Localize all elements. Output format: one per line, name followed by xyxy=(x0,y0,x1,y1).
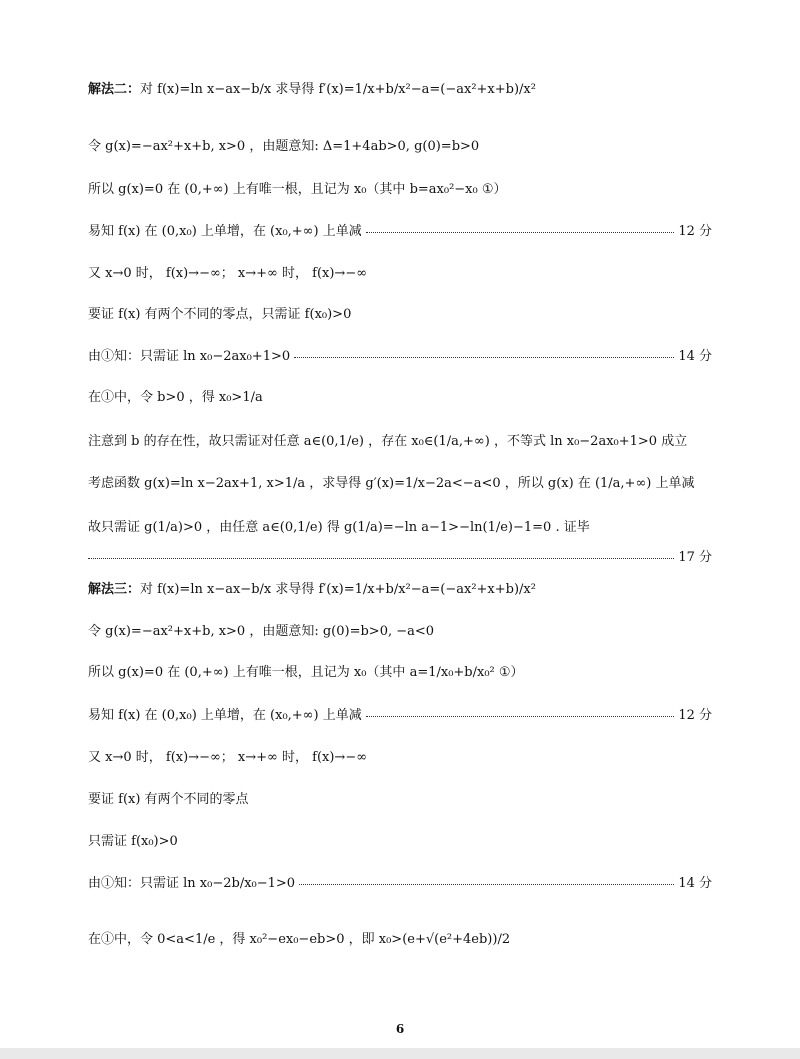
line-text: 注意到 b 的存在性，故只需证对任意 a∈(0,1/e) ，存在 x₀∈(1/a,+∞) ，不等式 ln x₀−2ax₀+1>0 成立 xyxy=(88,434,688,449)
doc-line-12 xyxy=(88,546,712,565)
doc-line-17 xyxy=(88,746,712,765)
doc-line-8 xyxy=(88,386,712,405)
line-text: 所以 g(x)=0 在 (0,+∞) 上有唯一根，且记为 x₀（其中 b=ax₀²−x₀ ①） xyxy=(88,182,507,197)
doc-line-10 xyxy=(88,472,712,491)
doc-line-2 xyxy=(88,135,712,154)
line-text: 又 x→0 时， f(x)→−∞； x→+∞ 时， f(x)→−∞ xyxy=(88,750,368,765)
score-label: 14 分 xyxy=(678,349,712,364)
score-label: 12 分 xyxy=(678,708,712,723)
line-text: 又 x→0 时， f(x)→−∞； x→+∞ 时， f(x)→−∞ xyxy=(88,266,368,281)
doc-line-3 xyxy=(88,178,712,197)
doc-line-11 xyxy=(88,516,712,535)
line-text: 所以 g(x)=0 在 (0,+∞) 上有唯一根，且记为 x₀（其中 a=1/x₀+b/x₀² ①） xyxy=(88,665,524,680)
dotted-leader xyxy=(88,558,674,559)
doc-line-15 xyxy=(88,661,712,680)
doc-line-16 xyxy=(88,704,712,723)
line-text: 要证 f(x) 有两个不同的零点 xyxy=(88,792,249,807)
line-text: 对 f(x)=ln x−ax−b/x 求导得 f′(x)=1/x+b/x²−a=(−ax²+x+b)/x² xyxy=(140,582,536,597)
line-text: 考虑函数 g(x)=ln x−2ax+1, x>1/a ，求导得 g′(x)=1/x−2a<−a<0 ，所以 g(x) 在 (1/a,+∞) 上单减 xyxy=(88,476,695,491)
line-text: 故只需证 g(1/a)>0 ，由任意 a∈(0,1/e) 得 g(1/a)=−ln a−1>−ln(1/e)−1=0 . 证毕 xyxy=(88,520,590,535)
score-label: 17 分 xyxy=(678,550,712,565)
doc-line-6 xyxy=(88,303,712,322)
doc-line-20 xyxy=(88,872,712,891)
line-text: 由①知：只需证 ln x₀−2ax₀+1>0 xyxy=(88,349,291,364)
score-label: 14 分 xyxy=(678,876,712,891)
dotted-leader xyxy=(366,232,675,233)
page-bottom-bar xyxy=(0,1048,800,1059)
line-text: 对 f(x)=ln x−ax−b/x 求导得 f′(x)=1/x+b/x²−a=(−ax²+x+b)/x² xyxy=(140,82,536,97)
doc-line-4 xyxy=(88,220,712,239)
doc-line-18 xyxy=(88,788,712,807)
doc-line-19 xyxy=(88,830,712,849)
method-label: 解法二： xyxy=(88,82,141,97)
line-text: 在①中，令 b>0 ，得 x₀>1/a xyxy=(88,390,263,405)
page-number: 6 xyxy=(395,1022,405,1036)
dotted-leader xyxy=(294,357,674,358)
doc-line-21 xyxy=(88,928,712,947)
line-text: 令 g(x)=−ax²+x+b, x>0 ，由题意知: g(0)=b>0, −a<0 xyxy=(88,624,435,639)
line-text: 易知 f(x) 在 (0,x₀) 上单增，在 (x₀,+∞) 上单减 xyxy=(88,708,362,723)
dotted-leader xyxy=(366,716,675,717)
doc-line-13 xyxy=(88,578,712,597)
line-text: 易知 f(x) 在 (0,x₀) 上单增，在 (x₀,+∞) 上单减 xyxy=(88,224,362,239)
doc-line-5 xyxy=(88,262,712,281)
score-label: 12 分 xyxy=(678,224,712,239)
doc-line-9 xyxy=(88,430,712,449)
line-text: 在①中，令 0<a<1/e ，得 x₀²−ex₀−eb>0 ，即 x₀>(e+√(e²+4eb))/2 xyxy=(88,932,511,947)
dotted-leader xyxy=(299,884,674,885)
method-label: 解法三： xyxy=(88,582,141,597)
doc-line-14 xyxy=(88,620,712,639)
line-text: 令 g(x)=−ax²+x+b, x>0 ，由题意知: Δ=1+4ab>0, g(0)=b>0 xyxy=(88,139,480,154)
line-text: 要证 f(x) 有两个不同的零点，只需证 f(x₀)>0 xyxy=(88,307,352,322)
line-text: 只需证 f(x₀)>0 xyxy=(88,834,178,849)
line-text: 由①知：只需证 ln x₀−2b/x₀−1>0 xyxy=(88,876,296,891)
doc-line-1 xyxy=(88,78,712,97)
doc-line-7 xyxy=(88,345,712,364)
